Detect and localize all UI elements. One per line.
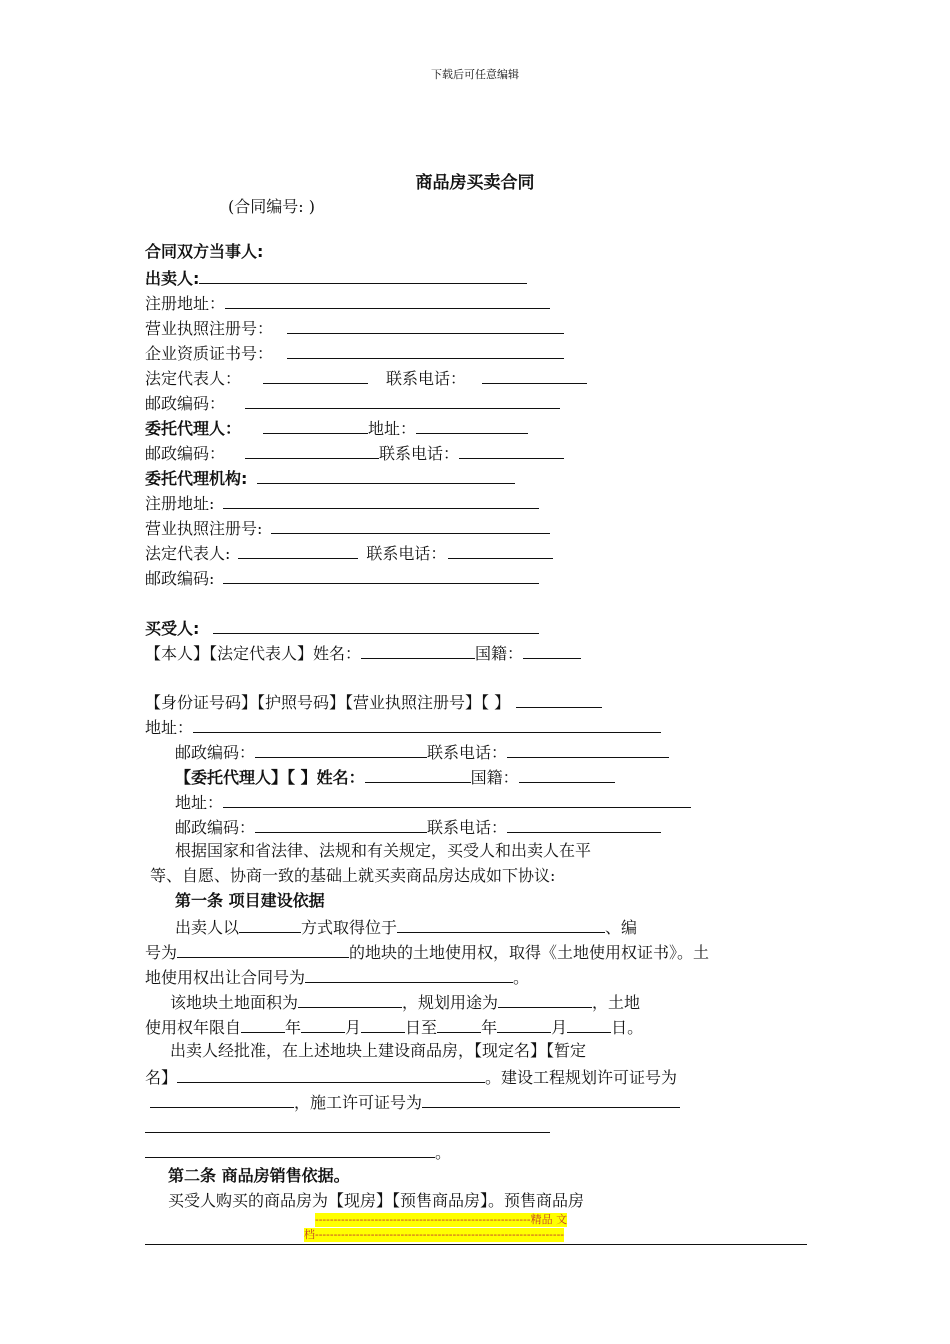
agency-license-line xyxy=(145,517,550,539)
art1-line-2 xyxy=(145,941,709,963)
blank[interactable] xyxy=(361,642,475,659)
label: 联系电话： xyxy=(427,743,508,762)
blank[interactable] xyxy=(305,966,513,983)
text: 方式取得位于 xyxy=(301,918,398,937)
blank[interactable] xyxy=(422,1091,680,1108)
art1-line-5 xyxy=(145,1016,643,1038)
label: 国籍： xyxy=(475,644,524,663)
text: 。 xyxy=(435,1143,452,1162)
text: ，施工许可证号为 xyxy=(294,1093,423,1112)
intro-line-1: 根据国家和省法律、法规和有关规定，买受人和出卖人在平 xyxy=(175,841,592,860)
text: 地使用权出让合同号为 xyxy=(145,968,306,987)
label: 联系电话： xyxy=(427,818,508,837)
label: 联系电话： xyxy=(386,369,467,388)
label: 营业执照注册号： xyxy=(145,319,274,338)
label: 委托代理机构: xyxy=(145,469,248,488)
art1-line-1 xyxy=(175,916,637,938)
blank[interactable] xyxy=(298,991,402,1008)
seller-license-line xyxy=(145,317,564,339)
blank[interactable] xyxy=(145,1116,550,1133)
blank[interactable] xyxy=(255,741,427,758)
art1-line-4 xyxy=(170,991,640,1013)
label: 法定代表人: xyxy=(145,544,231,563)
blank[interactable] xyxy=(519,766,615,783)
label: 企业资质证书号： xyxy=(145,344,274,363)
agency-reg-addr-line xyxy=(145,492,539,514)
text: 年 xyxy=(481,1018,498,1037)
blank[interactable] xyxy=(177,941,349,958)
buyer-name-line xyxy=(145,642,581,664)
article-1-title: 第一条 项目建设依据 xyxy=(175,891,325,910)
blank[interactable] xyxy=(223,791,691,808)
art1-line-8 xyxy=(150,1091,680,1113)
text: 使用权年限自 xyxy=(145,1018,242,1037)
parties-heading: 合同双方当事人: xyxy=(145,242,264,261)
blank[interactable] xyxy=(523,642,581,659)
label: 注册地址： xyxy=(145,294,226,313)
text: 出卖人以 xyxy=(175,918,240,937)
blank[interactable] xyxy=(287,342,564,359)
text: 该地块土地面积为 xyxy=(170,993,299,1012)
label: 【本人】【法定代表人】姓名： xyxy=(145,644,362,663)
agency-line xyxy=(145,467,515,489)
bottom-rule xyxy=(145,1244,807,1245)
label: 注册地址: xyxy=(145,494,215,513)
seller-postcode-line xyxy=(145,392,560,414)
blank[interactable] xyxy=(301,1016,345,1033)
buyer-postcode-line xyxy=(175,741,669,763)
blank[interactable] xyxy=(507,741,669,758)
blank[interactable] xyxy=(150,1091,294,1108)
blank[interactable] xyxy=(437,1016,481,1033)
art1-line-3 xyxy=(145,966,529,988)
label: 联系电话： xyxy=(379,444,460,463)
blank[interactable] xyxy=(397,916,605,933)
buyer-agent-line xyxy=(175,766,615,788)
label: 法定代表人： xyxy=(145,369,242,388)
seller-legalrep-line xyxy=(145,367,587,389)
text: 名】 xyxy=(145,1068,178,1087)
footer-watermark-2: 档------------------------------------------------------------------- xyxy=(304,1228,565,1241)
label: 【委托代理人】【 】姓名： xyxy=(175,768,365,787)
agent-line xyxy=(145,417,528,439)
page-header: 下载后可任意编辑 xyxy=(431,68,519,81)
label: 营业执照注册号: xyxy=(145,519,263,538)
label: 邮政编码： xyxy=(175,818,256,837)
blank[interactable] xyxy=(241,1016,285,1033)
text: ，规划用途为 xyxy=(402,993,499,1012)
text: 年 xyxy=(285,1018,302,1037)
blank[interactable] xyxy=(263,417,368,434)
art1-line-10 xyxy=(145,1141,451,1163)
text: 月 xyxy=(551,1018,568,1037)
seller-qual-line xyxy=(145,342,564,364)
buyer-address-line xyxy=(145,716,661,738)
label: 地址： xyxy=(175,793,224,812)
label: 委托代理人： xyxy=(145,419,242,438)
blank[interactable] xyxy=(223,567,539,584)
label: 邮政编码： xyxy=(145,394,226,413)
text: 日至 xyxy=(405,1018,438,1037)
agency-postcode-line xyxy=(145,567,539,589)
label: 邮政编码： xyxy=(175,743,256,762)
blank[interactable] xyxy=(257,467,515,484)
seller-line xyxy=(145,267,527,289)
buyer-id-line xyxy=(145,691,602,713)
contract-number: (合同编号: ) xyxy=(228,197,315,216)
label: 【身份证号码】【护照号码】【营业执照注册号】【 】 xyxy=(145,693,511,712)
agency-legalrep-line xyxy=(145,542,553,564)
blank[interactable] xyxy=(193,716,661,733)
art1-line-9 xyxy=(145,1116,550,1138)
intro-line-2: 等、自愿、协商一致的基础上就买卖商品房达成如下协议: xyxy=(150,866,556,885)
blank[interactable] xyxy=(177,1066,485,1083)
label: 联系电话： xyxy=(366,544,447,563)
blank[interactable] xyxy=(497,1016,551,1033)
label: 地址： xyxy=(368,419,417,438)
blank[interactable] xyxy=(416,417,528,434)
blank[interactable] xyxy=(239,916,301,933)
blank[interactable] xyxy=(507,816,661,833)
blank[interactable] xyxy=(263,367,368,384)
blank[interactable] xyxy=(245,442,379,459)
blank[interactable] xyxy=(448,542,553,559)
blank[interactable] xyxy=(287,317,564,334)
blank[interactable] xyxy=(213,617,539,634)
blank[interactable] xyxy=(365,766,471,783)
text: 日。 xyxy=(611,1018,644,1037)
blank[interactable] xyxy=(498,991,592,1008)
blank[interactable] xyxy=(225,292,550,309)
seller-blank[interactable] xyxy=(199,267,527,284)
blank[interactable] xyxy=(223,492,539,509)
text: 号为 xyxy=(145,943,178,962)
blank[interactable] xyxy=(271,517,550,534)
blank[interactable] xyxy=(567,1016,611,1033)
label: 买受人: xyxy=(145,619,200,638)
buyer-agent-address-line xyxy=(175,791,691,813)
document-title: 商品房买卖合同 xyxy=(415,173,535,193)
label: 地址： xyxy=(145,718,194,737)
label: 邮政编码： xyxy=(145,444,226,463)
buyer-agent-postcode-line xyxy=(175,816,661,838)
seller-label: 出卖人: xyxy=(145,269,200,288)
blank[interactable] xyxy=(459,442,564,459)
text: 月 xyxy=(345,1018,362,1037)
text: 。建设工程规划许可证号为 xyxy=(485,1068,678,1087)
text: ，土地 xyxy=(592,993,641,1012)
art2-line-1: 买受人购买的商品房为【现房】【预售商品房】。预售商品房 xyxy=(168,1191,585,1210)
agent-postcode-line xyxy=(145,442,564,464)
text: 。 xyxy=(513,968,530,987)
art1-line-6: 出卖人经批准，在上述地块上建设商品房，【现定名】【暂定 xyxy=(170,1041,587,1060)
label: 国籍： xyxy=(470,768,519,787)
article-2-title: 第二条 商品房销售依据。 xyxy=(168,1166,350,1185)
blank[interactable] xyxy=(145,1141,435,1158)
blank[interactable] xyxy=(361,1016,405,1033)
seller-reg-addr-line xyxy=(145,292,550,314)
blank[interactable] xyxy=(516,691,602,708)
buyer-line xyxy=(145,617,539,639)
label: 邮政编码: xyxy=(145,569,215,588)
text: 的地块的土地使用权，取得《土地使用权证书》。土 xyxy=(349,943,710,962)
art1-line-7 xyxy=(145,1066,677,1088)
blank[interactable] xyxy=(482,367,587,384)
blank[interactable] xyxy=(245,392,560,409)
blank[interactable] xyxy=(255,816,427,833)
text: 、编 xyxy=(605,918,638,937)
blank[interactable] xyxy=(238,542,358,559)
footer-watermark-1: ----------------------------------------------------------精品 文 xyxy=(315,1213,568,1226)
